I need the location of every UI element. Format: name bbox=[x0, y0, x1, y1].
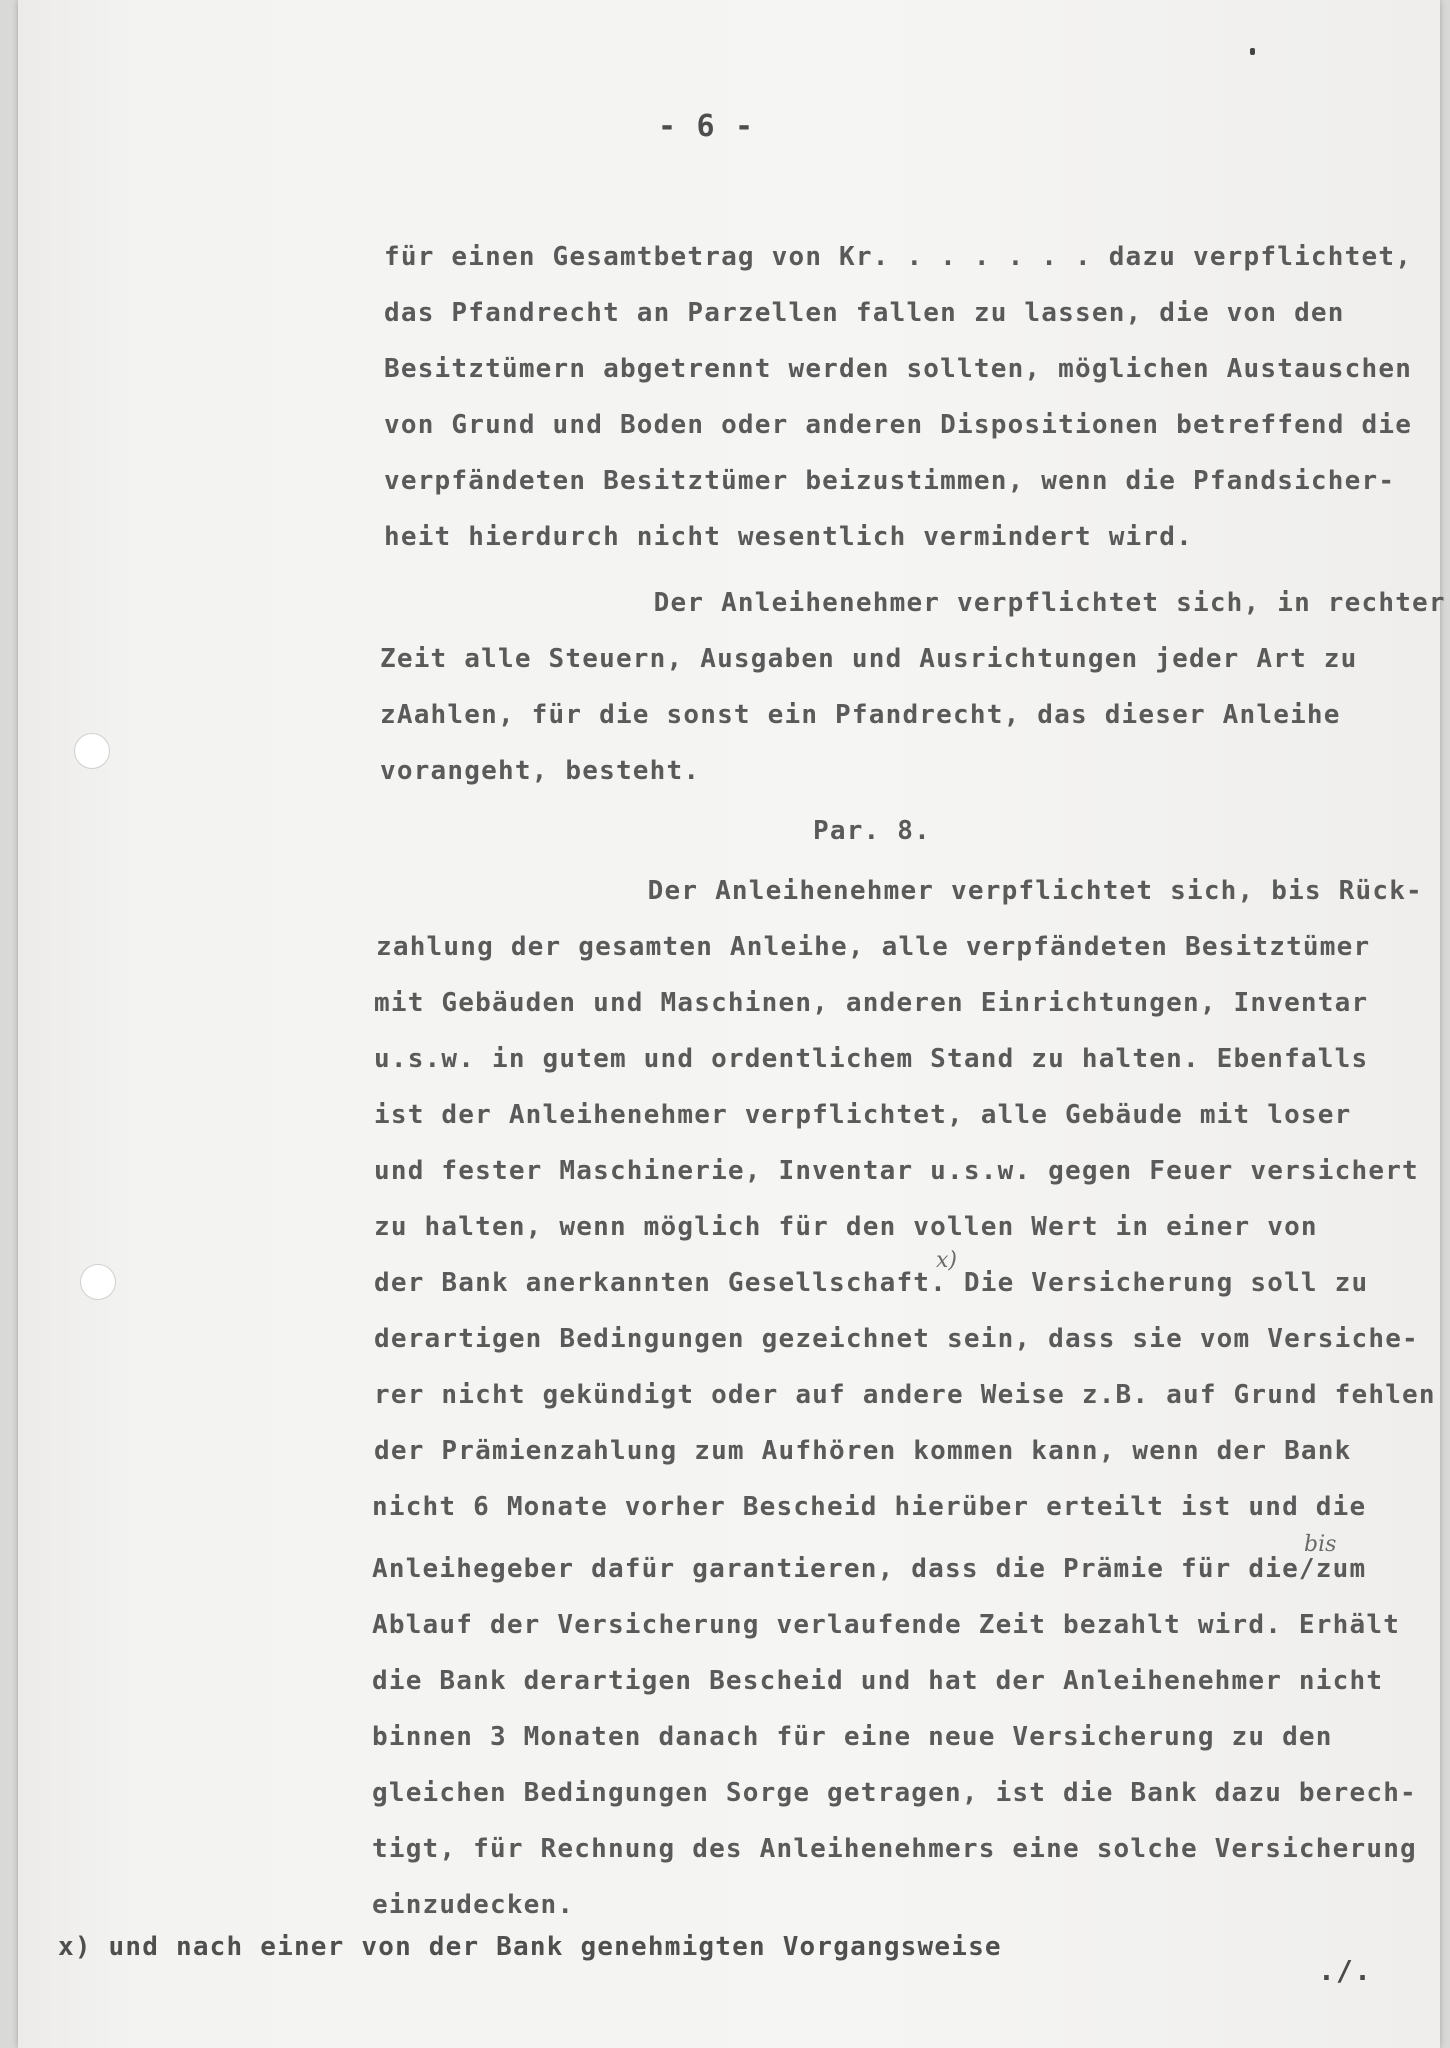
text-line: binnen 3 Monaten danach für eine neue Versicherung zu den bbox=[372, 1722, 1333, 1752]
text-line: Zeit alle Steuern, Ausgaben und Ausrichtungen jeder Art zu bbox=[380, 644, 1358, 674]
text-line: heit hierdurch nicht wesentlich vermindert wird. bbox=[384, 522, 1193, 552]
text-line: Besitztümern abgetrennt werden sollten, möglichen Austauschen bbox=[384, 354, 1413, 384]
text-line: Ablauf der Versicherung verlaufende Zeit bezahlt wird. Erhält bbox=[372, 1610, 1401, 1640]
text-line: zu halten, wenn möglich für den vollen Wert in einer von bbox=[374, 1212, 1318, 1242]
page-number: - 6 - bbox=[658, 109, 755, 144]
text-line: verpfändeten Besitztümer beizustimmen, wenn die Pfandsicher- bbox=[384, 466, 1396, 496]
text-line: der Bank anerkannten Gesellschaft. Die Versicherung soll zu bbox=[374, 1268, 1369, 1298]
handwritten-insertion-word: bis bbox=[1304, 1532, 1337, 1557]
ink-speck bbox=[1250, 48, 1255, 55]
text-line: die Bank derartigen Bescheid und hat der Anleihenehmer nicht bbox=[372, 1666, 1384, 1696]
punch-hole-top bbox=[74, 733, 110, 769]
text-line: Der Anleihenehmer verpflichtet sich, in rechter bbox=[384, 588, 1446, 618]
text-line: nicht 6 Monate vorher Bescheid hierüber erteilt ist und die bbox=[372, 1492, 1367, 1522]
text-line: gleichen Bedingungen Sorge getragen, ist die Bank dazu berech- bbox=[372, 1778, 1417, 1808]
text-line: das Pfandrecht an Parzellen fallen zu lassen, die von den bbox=[384, 298, 1345, 328]
footnote: x) und nach einer von der Bank genehmigten Vorgangsweise bbox=[58, 1932, 1002, 1962]
punch-hole-bottom bbox=[80, 1264, 116, 1300]
text-line: zahlung der gesamten Anleihe, alle verpfändeten Besitztümer bbox=[376, 932, 1371, 962]
text-line: der Prämienzahlung zum Aufhören kommen kann, wenn der Bank bbox=[374, 1436, 1352, 1466]
section-heading: Par. 8. bbox=[813, 816, 931, 846]
text-line: zAahlen, für die sonst ein Pfandrecht, das dieser Anleihe bbox=[380, 700, 1341, 730]
text-line: ist der Anleihenehmer verpflichtet, alle Gebäude mit loser bbox=[374, 1100, 1352, 1130]
text-line: vorangeht, besteht. bbox=[380, 756, 701, 786]
text-line: einzudecken. bbox=[372, 1890, 575, 1920]
text-line: und fester Maschinerie, Inventar u.s.w. gegen Feuer versichert bbox=[374, 1156, 1419, 1186]
text-line: derartigen Bedingungen gezeichnet sein, dass sie vom Versiche- bbox=[374, 1324, 1419, 1354]
text-line: mit Gebäuden und Maschinen, anderen Einrichtungen, Inventar bbox=[374, 988, 1369, 1018]
handwritten-insertion-mark: x) bbox=[936, 1248, 957, 1273]
text-line: rer nicht gekündigt oder auf andere Weise z.B. auf Grund fehlen bbox=[374, 1380, 1436, 1410]
text-line: tigt, für Rechnung des Anleihenehmers eine solche Versicherung bbox=[372, 1834, 1417, 1864]
text-line: Anleihegeber dafür garantieren, dass die Prämie für die/zum bbox=[372, 1554, 1367, 1584]
text-line: u.s.w. in gutem und ordentlichem Stand zu halten. Ebenfalls bbox=[374, 1044, 1369, 1074]
text-line: für einen Gesamtbetrag von Kr. . . . . . . dazu verpflichtet, bbox=[384, 242, 1413, 272]
document-page bbox=[18, 0, 1446, 2048]
text-line: von Grund und Boden oder anderen Dispositionen betreffend die bbox=[384, 410, 1413, 440]
continuation-mark: ./. bbox=[1318, 1954, 1373, 1987]
text-line: Der Anleihenehmer verpflichtet sich, bis Rück- bbox=[378, 876, 1423, 906]
